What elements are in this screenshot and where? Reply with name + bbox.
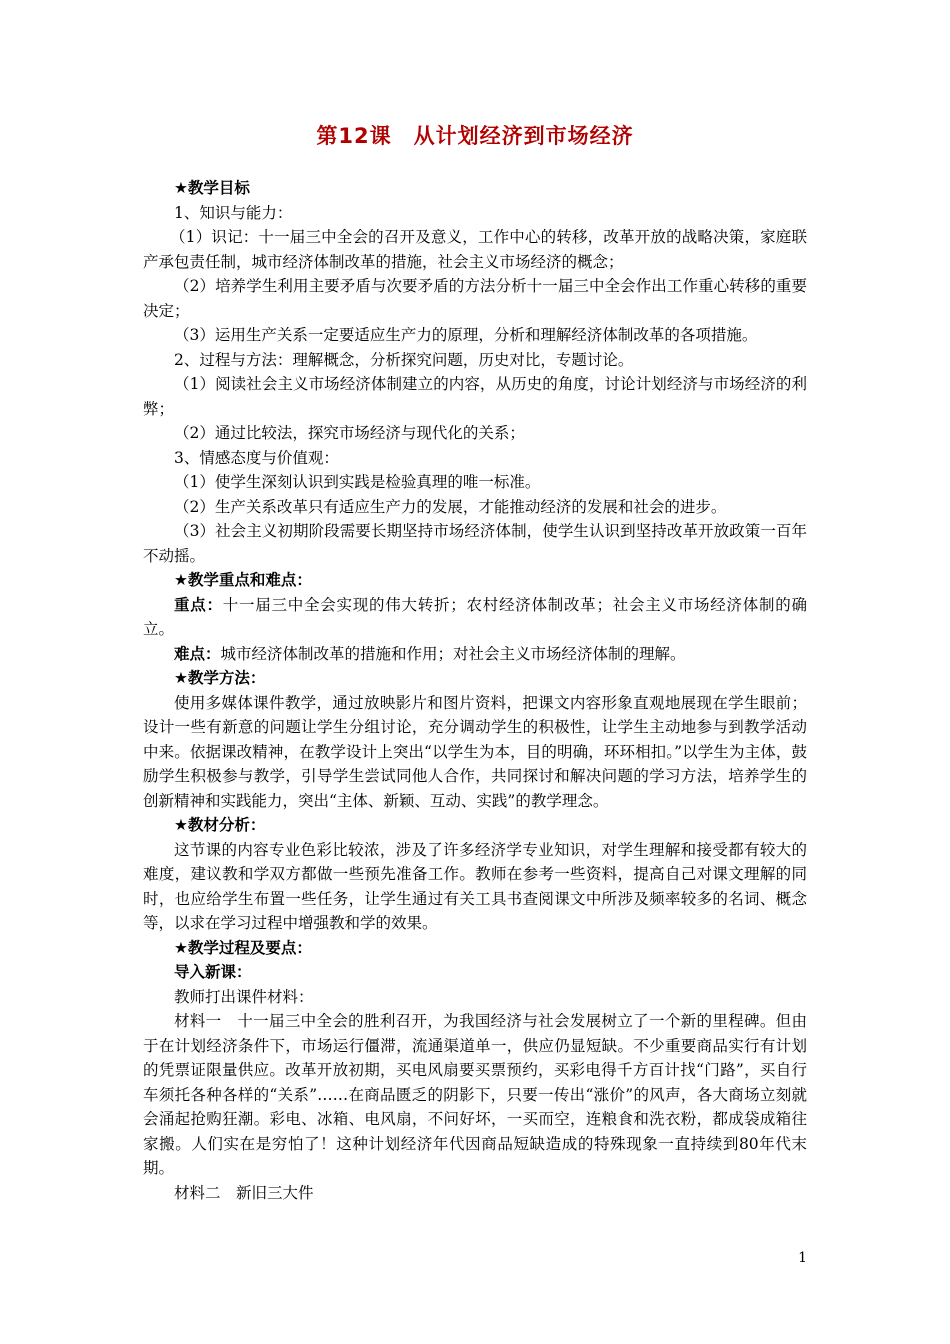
- process-method-item-2: （2）通过比较法，探究市场经济与现代化的关系；: [174, 424, 525, 442]
- page-number: 1: [798, 1250, 807, 1266]
- process-method-heading: 2、过程与方法：理解概念，分析探究问题，历史对比，专题讨论。: [174, 350, 634, 369]
- emotion-item-1: （1）使学生深刻认识到实践是检验真理的唯一标准。: [174, 473, 541, 491]
- process-heading: ★教学过程及要点：: [174, 938, 312, 957]
- emotion-item-3: （3）社会主义初期阶段需要长期坚持市场经济体制，使学生认识到坚持改革开放政策一百年不动摇。: [143, 522, 807, 565]
- knowledge-item-2: （2）培养学生利用主要矛盾与次要矛盾的方法分析十一届三中全会作出工作重心转移的重要决定；: [143, 277, 807, 320]
- methods-heading: ★教学方法：: [174, 669, 266, 687]
- objectives-heading: ★教学目标: [174, 179, 250, 197]
- key-points-heading: ★教学重点和难点：: [174, 571, 312, 589]
- difficult-point-label: 难点：: [174, 644, 221, 663]
- key-point-text: 十一届三中全会实现的伟大转折；农村经济体制改革；社会主义市场经济体制的确立。: [143, 595, 807, 638]
- material-2: 材料二 新旧三大件: [174, 1183, 314, 1202]
- document-body: [143, 176, 807, 1205]
- methods-text: 使用多媒体课件教学，通过放映影片和图片资料，把课文内容形象直观地展现在学生眼前；设计一些有新意的问题让学生分组讨论，充分调动学生的积极性，让学生主动地参与到教学活动中来。依据课改精神，在教学设计上突出“以学生为本，目的明确，环环相扣。”以学生为主体，鼓励学生积极参与教学，引导学生尝试同他人合作，共同探讨和解决问题的学习方法，培养学生的创新精神和实践能力，突出“主体、新颖、互动、实践”的教学理念。: [143, 693, 807, 810]
- page-title: 第12课 从计划经济到市场经济: [316, 124, 634, 148]
- emotion-item-2: （2）生产关系改革只有适应生产力的发展，才能推动经济的发展和社会的进步。: [174, 497, 727, 516]
- knowledge-item-1: （1）识记：十一届三中全会的召开及意义，工作中心的转移，改革开放的战略决策，家庭联产承包责任制，城市经济体制改革的措施，社会主义市场经济的概念；: [143, 228, 807, 271]
- knowledge-heading: 1、知识与能力：: [174, 203, 293, 222]
- difficult-point-text: 城市经济体制改革的措施和作用；对社会主义市场经济体制的理解。: [220, 644, 686, 663]
- process-method-item-1: （1）阅读社会主义市场经济体制建立的内容，从历史的角度，讨论计划经济与市场经济的利弊；: [143, 375, 807, 418]
- analysis-heading: ★教材分析：: [174, 816, 266, 834]
- material-1: 材料一 十一届三中全会的胜利召开，为我国经济与社会发展树立了一个新的里程碑。但由于在计划经济条件下，市场运行僵滞，流通渠道单一，供应仍显短缺。不少重要商品实行有计划的凭票证限量供应。改革开放初期，买电风扇要买票预约，买彩电得千方百计找“门路”，买自行车须托各种各样的“关系”……在商品匮乏的阴影下，只要一传出“涨价”的风声，各大商场立刻就会涌起抢购狂潮。彩电、冰箱、电风扇，不问好坏，一买而空，连粮食和洗衣粉，都成袋成箱往家搬。人们实在是穷怕了！这种计划经济年代因商品短缺造成的特殊现象一直持续到80年代末期。: [143, 1012, 807, 1177]
- intro-heading: 导入新课：: [174, 963, 252, 981]
- intro-text: 教师打出课件材料：: [174, 987, 314, 1006]
- difficult-point: [143, 642, 807, 667]
- knowledge-item-3: （3）运用生产关系一定要适应生产力的原理，分析和理解经济体制改革的各项措施。: [174, 326, 758, 344]
- key-point: [143, 593, 807, 642]
- key-point-label: 重点：: [174, 595, 223, 614]
- emotion-heading: 3、情感态度与价值观：: [174, 448, 339, 467]
- analysis-text: 这节课的内容专业色彩比较浓，涉及了许多经济学专业知识，对学生理解和接受都有较大的难度，建议教和学双方都做一些预先准备工作。教师在参考一些资料，提高自己对课文理解的同时，也应给学生布置一些任务，让学生通过有关工具书查阅课文中所涉及频率较多的名词、概念等，以求在学习过程中增强教和学的效果。: [143, 840, 807, 932]
